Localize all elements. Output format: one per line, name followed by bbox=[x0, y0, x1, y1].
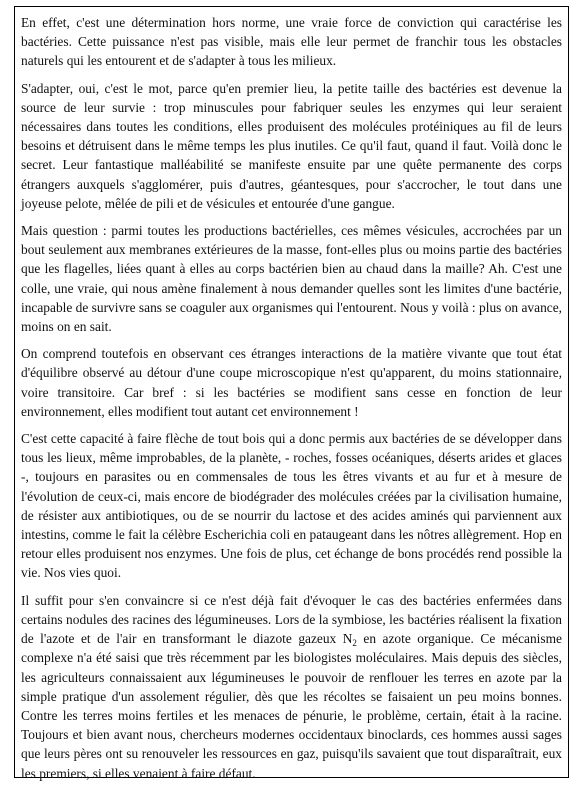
paragraph-6-part-2: en azote organique. Ce mécanisme complexe n'a été saisi que très récemment par les biologistes moléculaires. Mais depuis des siècles, les agriculteurs connaissaient aux légumineuses le pouvoir de renflouer les terres en azote par la simple pratique d'un assolement régulier, dès que les récoltes se faisaient un peu moins bonnes. Contre les terres moins fertiles et les menaces de pénurie, le problème, certain, était à la racine. Toujours et bien avant nous, chercheurs modernes occidentaux binoclards, ces hommes aussi sages que leurs pères ont su renouveler les ressources en gaz, puisqu'ils savaient que tout disparaîtrait, eux les premiers, si elles venaient à faire défaut. bbox=[21, 631, 562, 781]
paragraph-3: Mais question : parmi toutes les productions bactérielles, ces mêmes vésicules, accrochées par un bout seulement aux membranes extérieures de la masse, font-elles plus ou moins partie des bactéries que les flagelles, liées quant à elles au corps bactérien bien au chaud dans la maille? Ah. C'est une colle, une vraie, qui nous amène finalement à nous demander quelles sont les limites d'une bactérie, incapable de survivre sans se coaguler aux organismes qui l'entourent. Nous y voilà : plus on avance, moins on en sait. bbox=[21, 223, 562, 335]
document-page bbox=[14, 6, 569, 781]
paragraph-4: On comprend toutefois en observant ces étranges interactions de la matière vivante que tout état d'équilibre observé au détour d'une coupe microscopique n'est qu'apparent, du moins stationnaire, voire transitoire. Car bref : si les bactéries se modifient sans cesse en fonction de leur environnement, elles modifient tout autant cet environnement ! bbox=[21, 346, 562, 419]
paragraph-6 bbox=[21, 591, 562, 783]
nitrogen-subscript: 2 bbox=[352, 638, 357, 649]
paragraph-5: C'est cette capacité à faire flèche de tout bois qui a donc permis aux bactéries de se développer dans tous les lieux, même improbables, de la planète, - roches, fosses océaniques, déserts arides et glaces -, toujours en parasites ou en commensales de tous les êtres vivants et au fur et à mesure de l'évolution de ceux-ci, mais encore de biodégrader des molécules créées par la civilisation humaine, de résister aux antibiotiques, ou de se nourrir du lactose et des acides aminés qui parviennent aux intestins, comme le fait la célèbre Escherichia coli en pataugeant dans les nôtres allègrement. Hop en retour elles produisent nos enzymes. Une fois de plus, cet échange de bons procédés rend possible la vie. Nos vies quoi. bbox=[21, 431, 562, 581]
paragraph-6-part-1: Il suffit pour s'en convaincre si ce n'est déjà fait d'évoquer le cas des bactéries enfermées dans certains nodules des racines des légumineuses. Lors de la symbiose, les bactéries réalisent la fixation de l'azote et de l'air en transformant le diazote gazeux N bbox=[21, 592, 562, 647]
paragraph-2: S'adapter, oui, c'est le mot, parce qu'en premier lieu, la petite taille des bactéries est devenue la source de leur survie : trop minuscules pour fabriquer seules les enzymes qui leur seraient nécessaires dans toutes les conditions, elles produisent des molécules protéiniques au fil de leurs besoins et détruisent dans le même temps les plus inutiles. Ce qu'il faut, quand il faut. Voilà donc le secret. Leur fantastique malléabilité se manifeste ensuite par une quête permanente des corps étrangers auxquels s'agglomérer, puis d'autres, géantesques, pour s'accrocher, le tout dans une joyeuse pelote, mêlée de pili et de vésicules et entourée d'une gangue. bbox=[21, 80, 562, 211]
paragraph-1: En effet, c'est une détermination hors norme, une vraie force de conviction qui caractérise les bactéries. Cette puissance n'est pas visible, mais elle leur permet de franchir tous les obstacles naturels qui les entourent et de s'adapter à tous les milieux. bbox=[21, 15, 562, 69]
